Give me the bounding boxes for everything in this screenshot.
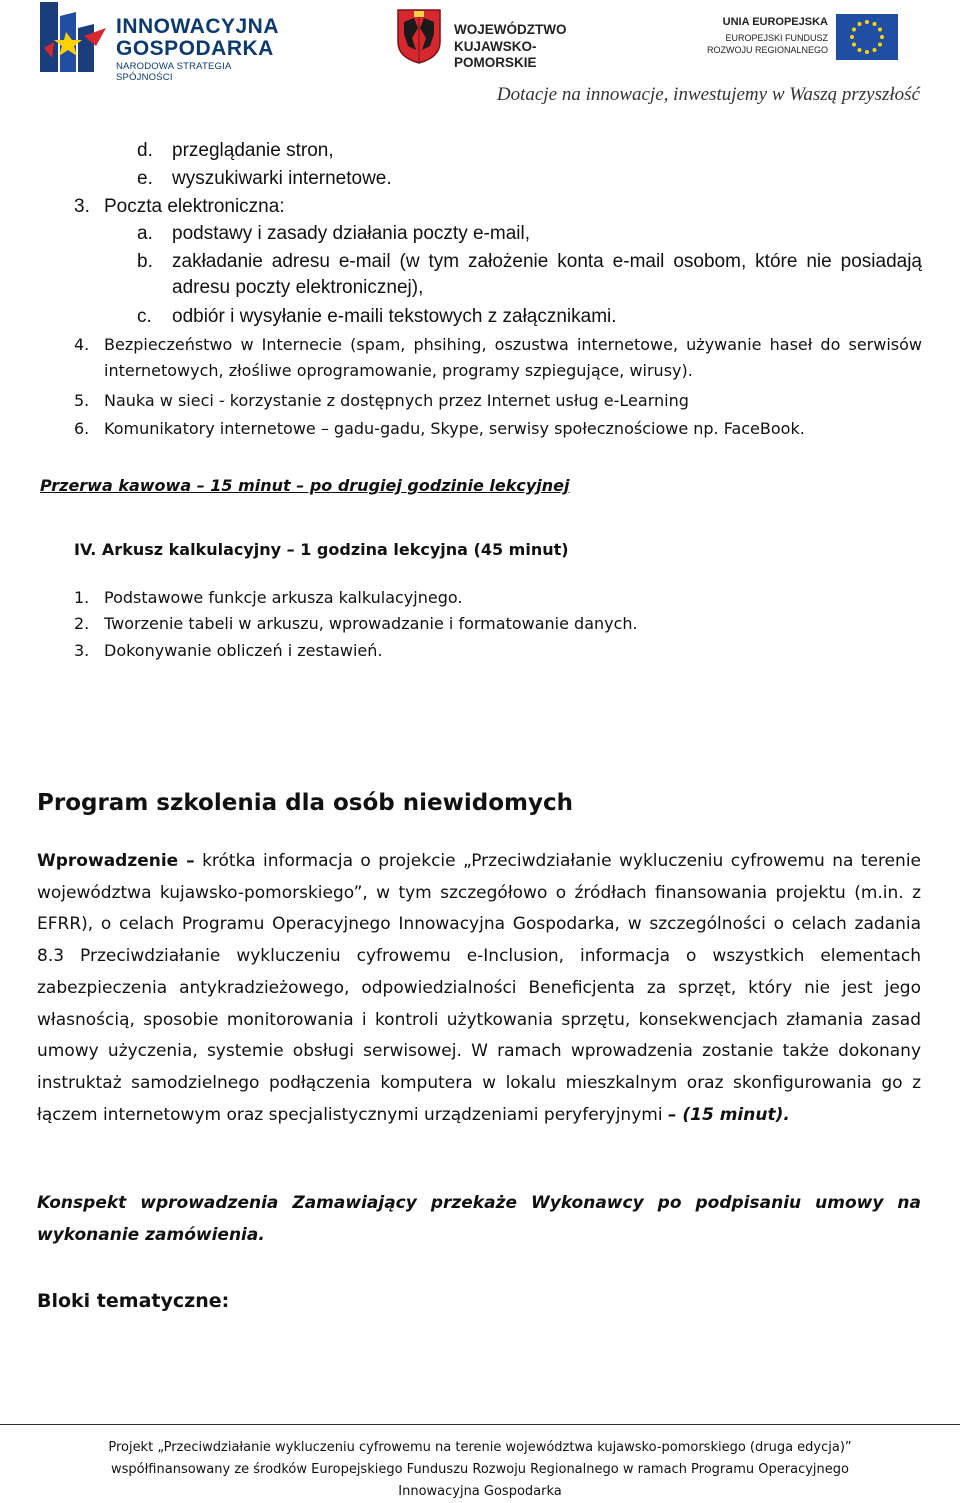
sublist-item-c-text: odbiór i wysyłanie e-maili tekstowych z załącznikami. — [172, 306, 617, 327]
list-item-d-text: przeglądanie stron, — [172, 140, 334, 161]
sublist-item-a-text: podstawy i zasady działania poczty e-mail, — [172, 223, 531, 244]
list-item-3-title: Poczta elektroniczna: — [104, 196, 285, 217]
voivodeship-crest-icon — [396, 8, 442, 64]
list-item-e-text: wyszukiwarki internetowe. — [172, 168, 392, 189]
section-iv-item-1-marker: 1. — [74, 588, 90, 607]
header-tagline: Dotacje na innowacje, inwestujemy w Waszą przyszłość — [496, 84, 920, 105]
list-item-d-marker: d. — [137, 140, 153, 161]
intro-text: krótka informacja o projekcie „Przeciwdziałanie wykluczeniu cyfrowemu na terenie województwa kujawsko-pomorskiego”, w tym szczegółowo o źródłach finansowania projektu (m.in. z EFRR), o celach Programu Operacyjnego Innowacyjna Gospodarka, w szczególności o celach zadania 8.3 Przeciwdziałanie wykluczeniu cyfrowemu e-Inclusion, informacja o wszystkich elementach zabezpieczenia antykradzieżowego, odpowiedzialności Beneficjenta za sprzęt, który nie jest jego własnością, sposobie monitorowania i kontroli użytkowania sprzętu, konsekwencjach złamania zasad umowy użyczenia, systemie obsługi serwisowej. W ramach wprowadzenia zostanie także dokonany instruktaż samodzielnego podłączenia komputera w lokalu mieszkalnym oraz skonfigurowania go z łączem internetowym oraz specjalistycznymi urządzeniami peryferyjnymi — [37, 851, 922, 1125]
list-item-5-marker: 5. — [74, 391, 90, 410]
list-item-6-marker: 6. — [74, 419, 90, 438]
page-header — [0, 0, 960, 118]
blocks-heading: Bloki tematyczne: — [37, 1290, 230, 1312]
eu-logo-line1: UNIA EUROPEJSKA — [722, 16, 828, 28]
section-iv-item-3-text: Dokonywanie obliczeń i zestawień. — [104, 641, 383, 660]
footer-divider — [0, 1424, 960, 1425]
section-iv-item-3-marker: 3. — [74, 641, 90, 660]
intro-label: Wprowadzenie – — [37, 851, 195, 871]
list-item-4-text: Bezpieczeństwo w Internecie (spam, phsihing, oszustwa internetowe, używanie haseł do serwisów internetowych, złośliwe oprogramowanie, programy szpiegujące, wirusy). — [104, 335, 922, 380]
eu-logo — [696, 14, 916, 70]
intro-time: – (15 minut). — [667, 1104, 790, 1125]
sublist-item-c-marker: c. — [137, 306, 152, 327]
ig-logo-icon — [36, 2, 108, 72]
eu-flag-icon — [836, 14, 898, 60]
section-iv-item-2-text: Tworzenie tabeli w arkuszu, wprowadzanie i formatowanie danych. — [104, 614, 638, 633]
list-item-e-marker: e. — [137, 168, 153, 189]
intro-paragraph — [37, 846, 921, 1131]
innowacyjna-gospodarka-logo — [36, 0, 286, 83]
sublist-item-b-text: zakładanie adresu e-mail (w tym założenie konta e-mail osobom, które nie posiadają adresu poczty elektronicznej), — [172, 251, 922, 298]
kp-logo-line1: WOJEWÓDZTWO — [454, 22, 567, 37]
list-item-5-text: Nauka w sieci - korzystanie z dostępnych przez Internet usług e-Learning — [104, 391, 689, 410]
section-iv-item-2-marker: 2. — [74, 614, 90, 633]
section-iv-heading: IV. Arkusz kalkulacyjny – 1 godzina lekcyjna (45 minut) — [74, 540, 569, 559]
konspekt-note: Konspekt wprowadzenia Zamawiający przekaże Wykonawcy po podpisaniu umowy na wykonanie zamówienia. — [37, 1193, 921, 1245]
list-item-6-text: Komunikatory internetowe – gadu-gadu, Skype, serwisy społecznościowe np. FaceBook. — [104, 419, 805, 438]
program-title: Program szkolenia dla osób niewidomych — [37, 790, 573, 816]
sublist-item-b-marker: b. — [137, 251, 153, 272]
kp-logo-line2: KUJAWSKO-POMORSKIE — [454, 39, 537, 70]
section-iv-item-1-text: Podstawowe funkcje arkusza kalkulacyjnego. — [104, 588, 463, 607]
ig-logo-line1: INNOWACYJNA — [116, 15, 280, 38]
eu-logo-line2: EUROPEJSKI FUNDUSZ — [725, 33, 828, 43]
footer-line-1: Projekt „Przeciwdziałanie wykluczeniu cyfrowemu na terenie województwa kujawsko-pomorskiego (druga edycja)” — [108, 1440, 852, 1455]
footer-line-3: Innowacyjna Gospodarka — [398, 1484, 562, 1499]
break-note: Przerwa kawowa – 15 minut – po drugiej godzinie lekcyjnej — [40, 476, 570, 495]
ig-logo-line2: GOSPODARKA — [116, 37, 274, 60]
footer-line-2: współfinansowany ze środków Europejskiego Funduszu Rozwoju Regionalnego w ramach Programu Operacyjnego — [111, 1462, 849, 1477]
kujawsko-pomorskie-logo — [396, 8, 616, 68]
list-item-3-marker: 3. — [74, 196, 90, 217]
ig-logo-line3: NARODOWA STRATEGIA SPÓJNOŚCI — [116, 61, 231, 83]
list-item-4-marker: 4. — [74, 335, 90, 354]
eu-logo-line3: ROZWOJU REGIONALNEGO — [706, 45, 828, 55]
page-footer — [0, 1437, 960, 1503]
sublist-item-a-marker: a. — [137, 223, 153, 244]
